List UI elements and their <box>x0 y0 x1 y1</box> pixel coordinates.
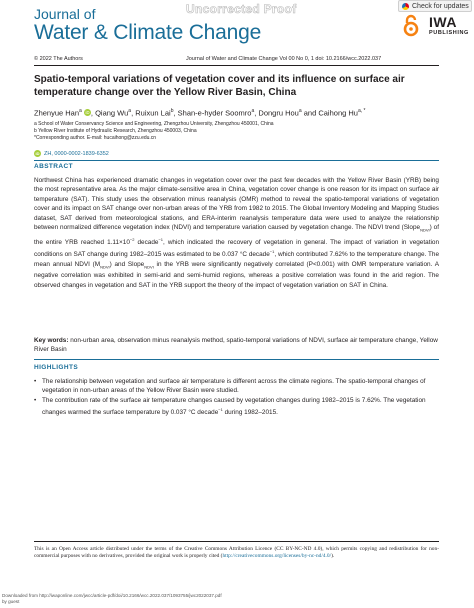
license-text-part: ). <box>331 553 335 560</box>
download-notice <box>2 593 222 605</box>
orcid-icon[interactable] <box>84 109 91 116</box>
journal-name-line1: Journal of <box>34 6 96 22</box>
iwa-publishing-sub: PUBLISHING <box>429 30 469 36</box>
abstract-rule <box>34 160 439 161</box>
author-affil-marker: a <box>79 108 82 114</box>
highlights-rule <box>34 359 439 360</box>
highlight-text: The relationship between vegetation and surface air temperature is different across the climate regions. The spatio-temporal changes of vegetation in non-urban areas of the Yellow River Basin were studied. <box>42 378 426 395</box>
license-text-part: This is an Open Access article distributed under the terms of the Creative Commons Attribution Licence (CC BY-NC-ND 4.0), which permits copying and redistribution for non-commercial purposes with no derivatives, provided the original work is properly cited ( <box>34 546 439 560</box>
author-name: Qiang Wu <box>95 108 129 118</box>
author-affil-marker: a <box>298 108 302 114</box>
article-title: Spatio-temporal variations of vegetation cover and its influence on surface air temperature change over the Yellow River Basin, China <box>34 74 405 98</box>
copyright-notice: © 2022 The Authors <box>34 56 83 62</box>
highlight-text: The contribution rate of the surface air temperature changes caused by vegetation changes during 1982–2015 is 7.62%. The vegetation changes warmed the surface temperature by 0.037 °C decade <box>42 396 426 417</box>
check-for-updates-button[interactable] <box>398 0 472 12</box>
bullet: • <box>34 396 37 404</box>
abstract-text-part: ) of the entire YRB reached 1.11×10 <box>34 224 439 246</box>
abstract-text-part: , which indicated the recovery of vegetation in general. The impact of variation in vegetation conditions on SAT change during 1982–2015 was estimated to be 0.037 °C decade <box>34 238 439 259</box>
svg-text:iD: iD <box>85 109 90 115</box>
author-name: Shan-e-hyder Soomro <box>177 108 252 118</box>
abstract-heading: ABSTRACT <box>34 163 73 170</box>
author-name: Caihong Hu <box>318 108 358 118</box>
subscript: NDVI <box>420 227 430 233</box>
author-list: Zhenyue Han$^a$ iD , Qiang Wu$^a$, Ruixun Lai$^b$, Shan-e-hyder Soomro$^a$, Dongru Hou$^a$ and Caihong $Hu^{a, *}$ <box>34 108 366 118</box>
license-text <box>34 546 439 561</box>
highlights-heading: HIGHLIGHTS <box>34 364 79 371</box>
highlight-item <box>34 377 439 396</box>
author-affil-marker: a <box>128 108 132 114</box>
highlight-item <box>34 396 439 418</box>
abstract-text-part: decade <box>134 238 159 246</box>
uncorrected-proof-watermark: Uncorrected Proof <box>186 2 297 16</box>
abstract-text-part: , which contributed 7.62% to the temperature change. The mean annual NDVI (M <box>34 251 439 268</box>
author-affil-marker: a, * <box>357 108 366 114</box>
abstract-text-part: Northwest China has experienced dramatic changes in vegetation cover over the past few decades with the Yellow River Basin (YRB) being the most representative area. As the major climate-sensitive area in China, vegetation cover change is one reason for its impact on surface air temperature (SAT). This study uses the observation minus reanalysis (OMR) method to reveal the spatio-temporal variations of vegetation cover and its impact on SAT change over non-urban areas of the YRB from 1982 to 2015. The Global Inventory Modeling and Mapping Studies dataset, SAT derived from meteorological stations, and ERA-interim reanalysis temperature data were used to analyze the relationship between normalized difference vegetation index (NDVI) and temperature variation caused by vegetation change. The NDVI trend (Slope <box>34 177 439 232</box>
download-notice-line: by guest <box>2 599 20 604</box>
affiliation-a: a School of Water Conservancy Science and Engineering, Zhengzhou University, Zhengzhou 450001, China <box>34 121 274 127</box>
subscript: NDVI <box>100 264 110 270</box>
superscript: −1 <box>218 407 223 413</box>
keywords-label: Key words: <box>34 337 69 344</box>
subscript: NDVI <box>144 264 154 270</box>
bullet: • <box>34 378 37 385</box>
journal-name-line2: Water & Climate Change <box>34 21 262 44</box>
open-access-icon <box>403 14 419 43</box>
author-conjunction: and <box>303 108 317 118</box>
author-name: Ruixun Lai <box>135 108 171 118</box>
abstract-text <box>34 176 439 290</box>
orcid-text: ZH, 0000-0002-1839-6352 <box>44 150 109 157</box>
superscript: −2 <box>129 236 135 242</box>
iwa-publishing-logo: IWA <box>429 14 457 30</box>
abstract-text-part: in the YRB were significantly negatively correlated (P<0.001) with OMR temperature variation. A negative correlation was exhibited in semi-arid and semi-humid regions, whereas a positive correlation was found in the arid region. The observed changes in vegetation and SAT in the YRB support the theory of the impact of vegetation variation on SAT in China. <box>34 260 439 289</box>
keywords-text: non-urban area, observation minus reanalysis method, spatio-temporal variations of NDVI, surface air temperature change, Yellow River Basin <box>34 337 438 354</box>
author-name: Dongru Hou <box>258 108 299 118</box>
superscript: −1 <box>158 236 164 242</box>
crossmark-icon <box>402 3 409 10</box>
highlight-text: during 1982–2015. <box>222 409 278 417</box>
superscript: −1 <box>269 249 275 255</box>
corresponding-author: *Corresponding author. E-mail: hucaihong@zzu.edu.cn <box>34 135 157 141</box>
license-rule <box>34 541 439 542</box>
abstract-text-part: ) and Slope <box>109 260 145 268</box>
citation-line: Journal of Water and Climate Change Vol 00 No 0, 1 doi: 10.2166/wcc.2022.037 <box>186 56 382 62</box>
author-affil-marker: b <box>170 108 174 114</box>
orcid-link[interactable] <box>34 150 109 157</box>
author-name: Zhenyue Han <box>34 108 80 118</box>
orcid-icon: iD <box>35 151 40 156</box>
author-affil-marker: a <box>251 108 255 114</box>
check-for-updates-label: Check for updates <box>412 2 469 10</box>
highlights-list <box>34 377 439 418</box>
license-link[interactable]: http://creativecommons.org/licenses/by-nc-nd/4.0/ <box>222 553 332 560</box>
header-rule <box>34 65 439 66</box>
keywords <box>34 336 439 355</box>
download-notice-line: Downloaded from http://iwaponline.com/jwcc/article-pdf/doi/10.2166/wcc.2022.037/1093755/jwc2022037.pdf <box>2 593 222 598</box>
affiliation-b: b Yellow River Institute of Hydraulic Research, Zhengzhou 450003, China <box>34 128 197 134</box>
